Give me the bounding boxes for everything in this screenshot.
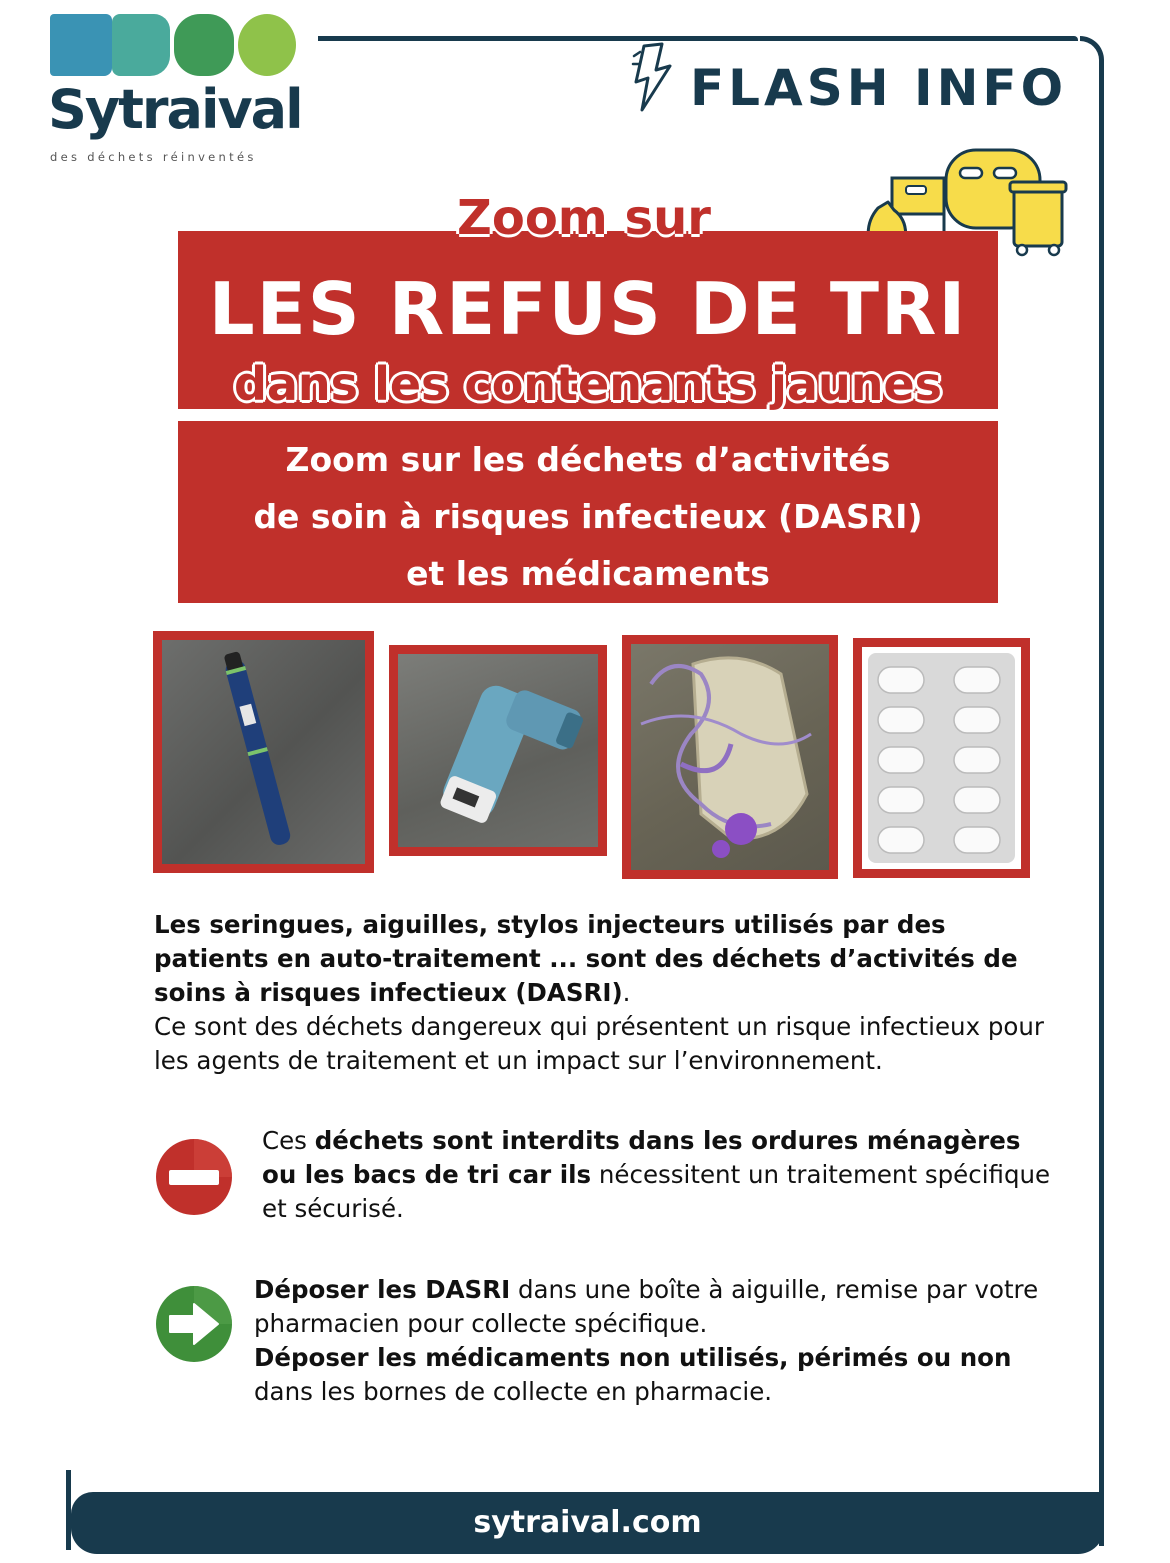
- logo-circle-lime: [238, 14, 296, 76]
- deposit-medicine-bold: Déposer les médicaments non utilisés, périmés ou non: [254, 1343, 1012, 1372]
- dasri-definition-period: .: [622, 978, 631, 1007]
- logo-square-green: [174, 14, 234, 76]
- dasri-definition-bold: Les seringues, aiguilles, stylos injecteurs utilisés par des patients en auto-traitement ... sont des déchets d’activités de soins à risques infectieux (DASRI): [154, 910, 1018, 1007]
- forbidden-text-start: Ces: [262, 1126, 315, 1155]
- dasri-title-line: et les médicaments: [406, 554, 770, 593]
- headline-sub: dans les contenants jaunes: [233, 357, 943, 411]
- dasri-title-box: [178, 421, 998, 603]
- insulin-pen-photo: [153, 631, 374, 873]
- lightning-icon: [630, 42, 676, 114]
- deposit-text: [254, 1273, 1054, 1409]
- deposit-dasri-text: dans une boîte à aiguille, remise par votre pharmacien pour collecte spécifique.: [254, 1275, 1039, 1338]
- sytraival-logo: [48, 14, 308, 164]
- deposit-dasri-bold: Déposer les DASRI: [254, 1275, 511, 1304]
- frame-top-line: [318, 36, 1078, 41]
- headline-main: LES REFUS DE TRI: [208, 267, 968, 351]
- dasri-title-line: de soin à risques infectieux (DASRI): [253, 497, 923, 536]
- forbidden-text: [262, 1124, 1062, 1226]
- inhaler-photo: [389, 645, 607, 856]
- flash-info-title: FLASH INFO: [690, 59, 1068, 117]
- footer-url[interactable]: sytraival.com: [71, 1492, 1104, 1554]
- no-entry-icon: [154, 1137, 234, 1217]
- forbidden-text-end: nécessitent un traitement spécifique et sécurisé.: [262, 1160, 1051, 1223]
- deposit-medicine-text: dans les bornes de collecte en pharmacie.: [254, 1377, 773, 1406]
- dasri-danger-text: Ce sont des déchets dangereux qui présentent un risque infectieux pour les agents de traitement et un impact sur l’environnement.: [154, 1012, 1044, 1075]
- medical-tubing-bag-photo: [622, 635, 838, 879]
- pill-blister-photo: [853, 638, 1030, 878]
- frame-right-line: [1080, 36, 1104, 1546]
- logo-tagline: des déchets réinventés: [50, 150, 257, 164]
- forbidden-text-bold: déchets sont interdits dans les ordures ménagères ou les bacs de tri car ils: [262, 1126, 1021, 1189]
- dasri-definition-text: [154, 908, 1054, 1078]
- logo-square-teal: [112, 14, 170, 76]
- headline-zoom-sur: Zoom sur: [457, 190, 711, 246]
- dasri-title-line: Zoom sur les déchets d’activités: [285, 440, 891, 479]
- arrow-right-icon: [154, 1284, 234, 1364]
- logo-square-blue: [50, 14, 112, 76]
- logo-name: Sytraival: [48, 78, 302, 141]
